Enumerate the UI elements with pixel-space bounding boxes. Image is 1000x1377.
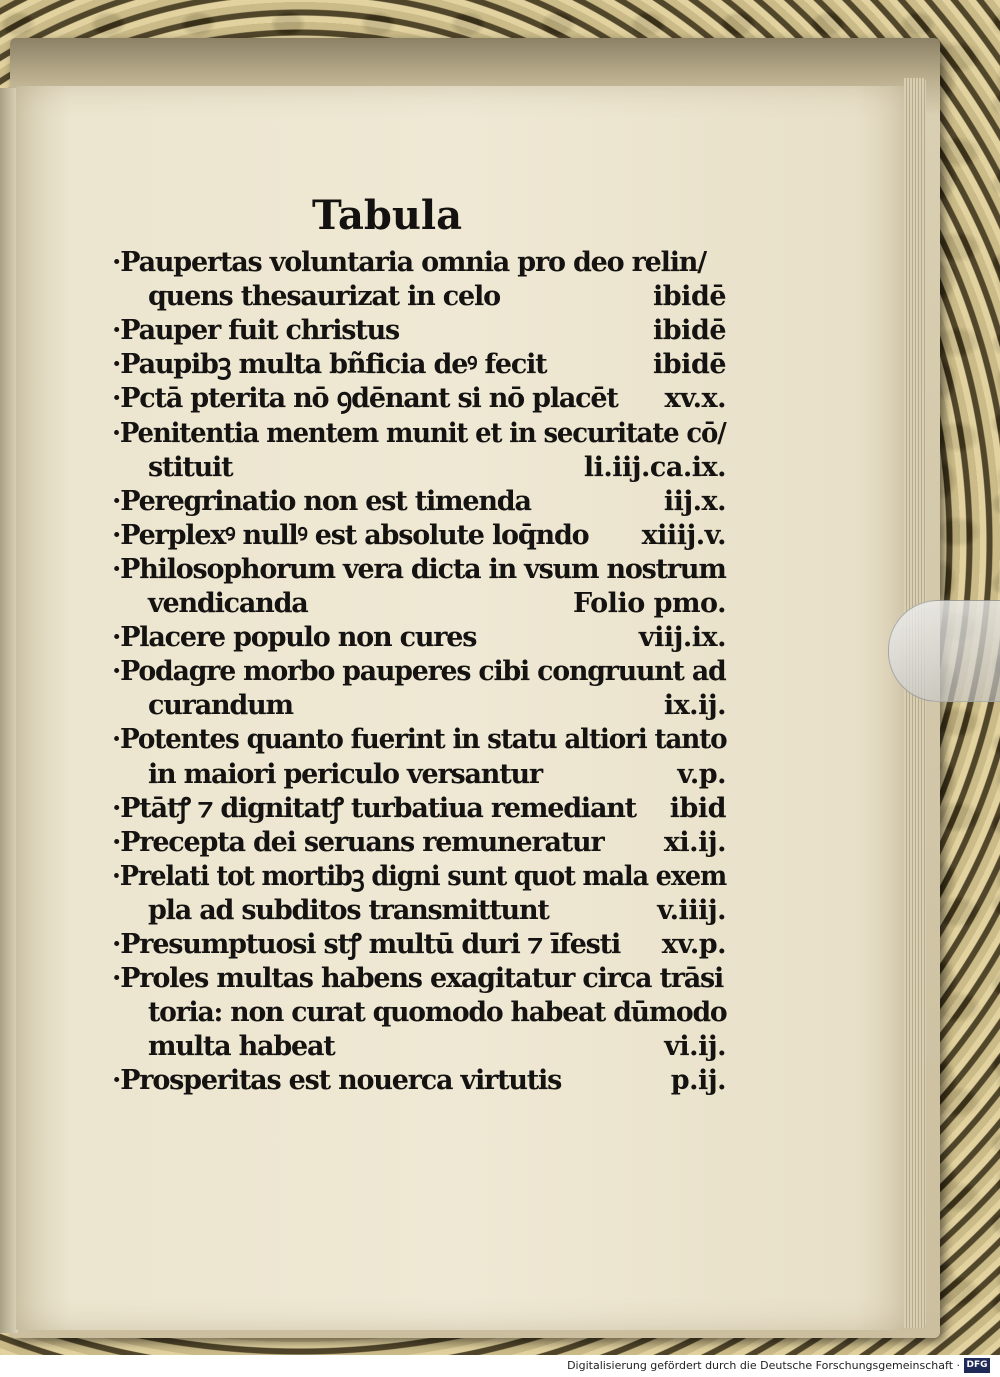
index-entry: [112, 689, 726, 723]
index-entry: [112, 723, 726, 757]
entry-heading-text: ·Pauper fuit christus: [112, 315, 400, 347]
index-entry: [112, 894, 726, 928]
footer-credit: Digitalisierung gefördert durch die Deutsche Forschungsgemeinschaft ·: [567, 1359, 960, 1372]
entry-reference: ibidē: [653, 315, 726, 347]
index-entry: [112, 860, 726, 894]
entry-heading-text: ·Peregrinatio non est timenda: [112, 485, 531, 517]
entry-reference: xi.ij.: [663, 826, 726, 858]
entry-heading-text: ·Perplexꝰ nullꝰ est absolute loq̄ndo: [112, 519, 589, 551]
entry-continuation-text: stituit: [148, 451, 233, 483]
index-entry: [112, 621, 726, 655]
index-entry: [112, 655, 726, 689]
index-entry: [112, 553, 726, 587]
entry-reference: ibidē: [653, 349, 726, 381]
entry-continuation-text: curandum: [148, 690, 293, 722]
index-entry: [112, 928, 726, 962]
entry-reference: Folio pmo.: [572, 588, 726, 619]
entry-continuation-text: quens thesaurizat in celo: [148, 281, 500, 313]
index-entry: [112, 417, 726, 451]
entry-heading-text: ·Prelati tot mortibꝫ digni sunt quot mala exem: [112, 860, 727, 892]
entry-heading-text: ·Placere populo non cures: [112, 622, 477, 654]
entry-continuation-text: pla ad subditos transmittunt: [148, 894, 549, 926]
index-entry: [112, 246, 726, 280]
index-entry: [112, 382, 726, 416]
entry-reference: xv.x.: [664, 383, 726, 415]
entry-reference: iij.x.: [663, 485, 726, 517]
index-entry: [112, 348, 726, 382]
entry-heading-text: ·Potentes quanto fuerint in statu altiori tanto: [112, 724, 727, 756]
dfg-logo-icon: DFG: [964, 1358, 990, 1373]
entry-reference: p.ij.: [670, 1065, 726, 1097]
entry-reference: li.iij.ca.ix.: [583, 451, 726, 483]
entry-heading-text: ·Proles multas habens exagitatur circa trāsi: [112, 963, 724, 995]
index-entry: [112, 1064, 726, 1098]
page-clip: [888, 600, 1000, 702]
entry-heading-text: ·Pctā pterita nō ꝯdēnant si nō placēt: [112, 383, 618, 415]
entry-heading-text: ·Penitentia mentem munit et in securitate cō/: [112, 417, 726, 449]
page-stack-edge: [904, 78, 926, 1328]
index-entry: [112, 587, 726, 621]
index-entry: [112, 519, 726, 553]
entry-reference: xiiij.v.: [641, 519, 726, 551]
entry-reference: xv.p.: [661, 929, 726, 960]
page-title: Tabula: [312, 192, 463, 239]
index-entry: [112, 280, 726, 314]
entry-heading-text: ·Ptātꝭ ⁊ dignitatꝭ turbatiua remediant: [112, 792, 636, 824]
index-entry: [112, 826, 726, 860]
entry-reference: ix.ij.: [663, 690, 726, 722]
entry-continuation-text: toria: non curat quomodo habeat dūmodo: [148, 997, 727, 1029]
entry-heading-text: ·Precepta dei seruans remuneratur: [112, 826, 604, 858]
entry-heading-text: ·Paupertas voluntaria omnia pro deo relin/: [112, 247, 706, 278]
index-entry: [112, 314, 726, 348]
entry-continuation-text: in maiori periculo versantur: [148, 758, 542, 790]
entry-heading-text: ·Philosophorum vera dicta in vsum nostrum: [112, 553, 726, 585]
entry-reference: v.p.: [677, 758, 726, 790]
index-entry: [112, 792, 726, 826]
entry-heading-text: ·Presumptuosi stꝭ multū duri ⁊ īfesti: [112, 929, 620, 960]
index-entry: [112, 485, 726, 519]
index-entry: [112, 451, 726, 485]
footer: [0, 1355, 1000, 1377]
entry-reference: viij.ix.: [638, 622, 726, 654]
entry-reference: ibid: [669, 792, 726, 824]
entry-continuation-text: multa habeat: [148, 1031, 335, 1063]
entry-reference: v.iiij.: [657, 894, 726, 926]
index-entry: [112, 996, 726, 1030]
entry-heading-text: ·Paupibꝫ multa bñficia deꝰ fecit: [112, 349, 547, 381]
entry-heading-text: ·Prosperitas est nouerca virtutis: [112, 1065, 562, 1097]
entry-reference: ibidē: [653, 281, 726, 313]
entry-heading-text: ·Podagre morbo pauperes cibi congruunt ad: [112, 656, 726, 688]
index-entry: [112, 758, 726, 792]
index-entry: [112, 962, 726, 996]
index-entry: [112, 1030, 726, 1064]
entry-reference: vi.ij.: [664, 1031, 726, 1063]
entry-continuation-text: vendicanda: [148, 588, 308, 619]
